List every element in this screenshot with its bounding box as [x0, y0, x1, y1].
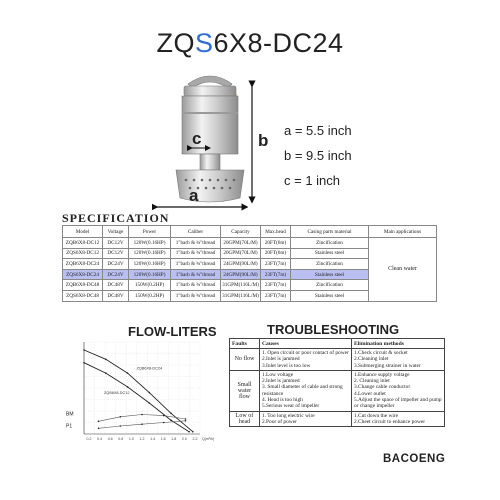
- trouble-header-row: [230, 339, 445, 349]
- trouble-methods-line: 1.Check circuit & socket: [354, 350, 408, 356]
- spec-cell: 23FT(7m): [261, 259, 291, 270]
- spec-cell: 20GPM(70L/M): [221, 238, 261, 249]
- x-tick-label: 0.8: [118, 437, 124, 441]
- troubleshooting-title: TROUBLESHOOTING: [267, 322, 400, 337]
- spec-cell: ZQB6X8-DC24: [63, 259, 103, 270]
- title-suffix: 6X8-DC24: [213, 28, 344, 58]
- spec-cell: ZQB6X8-DC12: [63, 238, 103, 249]
- spec-cell: 1"barb & ¾"thread: [171, 290, 221, 301]
- series-point: [170, 413, 172, 415]
- spec-cell: DC24V: [103, 269, 129, 280]
- spec-cell: DC48V: [103, 290, 129, 301]
- trouble-causes-line: 3.Inlet level is too low: [262, 362, 311, 369]
- x-tick-label: 0.6: [107, 437, 113, 441]
- spec-col-capacity: Capacity: [221, 226, 261, 238]
- x-tick-label: 1.0: [128, 437, 134, 441]
- product-model-title: [0, 28, 500, 59]
- trouble-row: [230, 349, 445, 371]
- spec-cell: 23FT(7m): [261, 269, 291, 280]
- series-point: [83, 362, 85, 364]
- trouble-methods-line: 3.Submerging strainer in water: [354, 362, 421, 369]
- flow-chart: [62, 334, 214, 452]
- trouble-causes-line: 3. Small diameter of cable and strong resistance: [262, 384, 343, 397]
- spec-cell: Zincification: [291, 259, 369, 270]
- trouble-methods-line: 1.Enhance supply voltage: [354, 371, 410, 378]
- series-point: [188, 431, 190, 433]
- spec-cell: ZQS6X8-DC24: [63, 269, 103, 280]
- spec-cell: DC12V: [103, 248, 129, 259]
- x-tick-label: 1.8: [171, 437, 177, 441]
- spec-cell: Stainless steel: [291, 290, 369, 301]
- dimension-b-value: b = 9.5 inch: [284, 148, 352, 163]
- series-line: [84, 363, 189, 432]
- trouble-fault: No flow: [230, 349, 260, 371]
- series-point: [170, 419, 172, 421]
- dimension-list: [284, 118, 352, 193]
- spec-cell: ZQS6X8-DC12: [63, 248, 103, 259]
- series-point: [192, 431, 194, 433]
- dimension-a-label: a: [189, 186, 199, 205]
- spec-cell: 120W(0.16HP): [129, 259, 171, 270]
- series-point: [185, 420, 187, 422]
- trouble-col-methods: Elimination methods: [352, 339, 445, 349]
- trouble-methods-line: 2.Cheet circuit to enhance power: [354, 418, 426, 425]
- spec-header-row: [63, 226, 437, 238]
- series-point: [105, 372, 107, 374]
- title-prefix: ZQ: [156, 28, 195, 58]
- spec-cell: Zincification: [291, 238, 369, 249]
- bm-label: BM: [66, 411, 74, 418]
- curve-label-dc24: ZQB6X8-DC24: [136, 366, 163, 371]
- x-tick-label: 2.2: [192, 437, 198, 441]
- p1-label: P1: [66, 423, 73, 430]
- spec-cell: 24GPM(90L/M): [221, 259, 261, 270]
- pump-cap: [184, 86, 236, 96]
- spec-col-application: Main applications: [369, 226, 437, 238]
- trouble-methods: [352, 411, 445, 427]
- series-point: [98, 421, 100, 423]
- trouble-methods-line: 2.Cleaning inlet: [354, 356, 389, 363]
- spec-col-max-head: Max.head: [261, 226, 291, 238]
- series-point: [163, 415, 165, 417]
- spec-cell: 120W(0.16HP): [129, 238, 171, 249]
- trouble-causes: [260, 349, 352, 371]
- series-point: [185, 418, 187, 420]
- spec-cell: 1"barb & ¾"thread: [171, 259, 221, 270]
- flow-chart-title: FLOW-LITERS: [128, 324, 217, 339]
- trouble-methods: [352, 349, 445, 371]
- series-point: [127, 372, 129, 374]
- series-point: [127, 386, 129, 388]
- trouble-causes-line: 2.Inlet is jammed: [262, 378, 300, 385]
- spec-cell: 20FT(6m): [261, 238, 291, 249]
- trouble-methods-line: 4.Lower outlet: [354, 390, 386, 397]
- dimension-b-label: b: [258, 131, 269, 150]
- series-point: [141, 414, 143, 416]
- series-point: [149, 402, 151, 404]
- x-tick-label: 2.0: [181, 437, 187, 441]
- spec-col-material: Casing parts material: [291, 226, 369, 238]
- dimension-c-value: c = 1 inch: [284, 173, 341, 188]
- spec-cell: 31GPM(116L/M): [221, 280, 261, 291]
- series-point: [141, 423, 143, 425]
- specification-title: SPECIFICATION: [62, 211, 170, 225]
- trouble-causes-line: 1. Open circuit or poor contact of power: [262, 350, 349, 356]
- spec-application-cell: Clean water: [369, 238, 437, 302]
- trouble-row: [230, 411, 445, 427]
- series-line: [84, 350, 193, 432]
- troubleshooting-table: [229, 338, 445, 427]
- spec-cell: ZQB6X8-DC48: [63, 280, 103, 291]
- trouble-causes: [260, 411, 352, 427]
- trouble-methods-line: 5.Adjust the space of impeller and pump or change impeller: [354, 397, 442, 410]
- spec-cell: 150W(0.2HP): [129, 280, 171, 291]
- dimension-c-label: c: [192, 129, 202, 148]
- spec-cell: Zincification: [291, 280, 369, 291]
- trouble-causes-line: 5.Serious wear of impeller: [262, 403, 320, 410]
- pump-diagram: [150, 68, 270, 208]
- x-tick-label: 1.6: [160, 437, 166, 441]
- spec-cell: 1"barb & ¾"thread: [171, 280, 221, 291]
- spec-col-voltage: Voltage: [103, 226, 129, 238]
- spec-col-model: Model: [63, 226, 103, 238]
- spec-cell: DC48V: [103, 280, 129, 291]
- pump-strainer: [176, 170, 244, 202]
- spec-cell: ZQS6X8-DC48: [63, 290, 103, 301]
- spec-cell: Stainless steel: [291, 269, 369, 280]
- trouble-col-causes: Causes: [260, 339, 352, 349]
- spec-cell: 1"barb & ¾"thread: [171, 248, 221, 259]
- spec-cell: DC12V: [103, 238, 129, 249]
- series-point: [98, 428, 100, 430]
- spec-cell: Stainless steel: [291, 248, 369, 259]
- trouble-fault: Low of head: [230, 411, 260, 427]
- spec-col-power: Power: [129, 226, 171, 238]
- series-point: [120, 425, 122, 427]
- series-point: [83, 349, 85, 351]
- spec-cell: 24GPM(90L/M): [221, 269, 261, 280]
- trouble-methods-line: 1.Cut down the wire: [354, 412, 399, 419]
- x-tick-label: 1.4: [150, 437, 156, 441]
- pump-body: [182, 96, 238, 154]
- spec-cell: 31GPM(116L/M): [221, 290, 261, 301]
- trouble-causes-line: 2.Poor of power: [262, 418, 297, 425]
- spec-cell: 150W(0.2HP): [129, 290, 171, 301]
- spec-cell: 1"barb & ¾"thread: [171, 238, 221, 249]
- title-accent: S: [194, 28, 214, 58]
- spec-col-caliber: Caliber: [171, 226, 221, 238]
- x-tick-label: 0.2: [86, 437, 92, 441]
- series-point: [149, 392, 151, 394]
- spec-cell: 20FT(6m): [261, 248, 291, 259]
- trouble-causes: [260, 370, 352, 411]
- trouble-methods: [352, 370, 445, 411]
- x-unit-label: Q(m³/h): [202, 437, 214, 441]
- x-tick-label: 1.2: [139, 437, 145, 441]
- spec-row: [63, 238, 437, 249]
- spec-cell: DC24V: [103, 259, 129, 270]
- spec-cell: 1"barb & ¾"thread: [171, 269, 221, 280]
- trouble-fault: Small water flow: [230, 370, 260, 411]
- trouble-methods-line: 2. Cleaning inlet: [354, 378, 390, 385]
- spec-cell: 23FT(7m): [261, 290, 291, 301]
- series-point: [120, 416, 122, 418]
- spec-cell: 120W(0.16HP): [129, 248, 171, 259]
- trouble-col-faults: Faults: [230, 339, 260, 349]
- trouble-causes-line: 4. Head is too high: [262, 397, 303, 404]
- brand-logo: BACOENG: [383, 453, 446, 465]
- series-point: [105, 359, 107, 361]
- trouble-causes-line: 1. Too long electric wire: [262, 412, 315, 419]
- spec-cell: 120W(0.16HP): [129, 269, 171, 280]
- spec-cell: 23FT(7m): [261, 280, 291, 291]
- series-line: [99, 415, 186, 422]
- trouble-causes-line: 1.Low voltage: [262, 371, 294, 378]
- dimension-a-value: a = 5.5 inch: [284, 123, 352, 138]
- pump-outlet: [200, 154, 220, 170]
- trouble-methods-line: 3.Change cable conductor: [354, 384, 411, 391]
- trouble-row: [230, 370, 445, 411]
- series-point: [163, 422, 165, 424]
- x-tick-label: 0.4: [97, 437, 103, 441]
- trouble-causes-line: 2.Inlet is jammed: [262, 356, 300, 363]
- specification-table: [62, 225, 437, 302]
- spec-cell: 20GPM(70L/M): [221, 248, 261, 259]
- curve-label-dc12: ZQB6X8-DC12: [103, 390, 130, 395]
